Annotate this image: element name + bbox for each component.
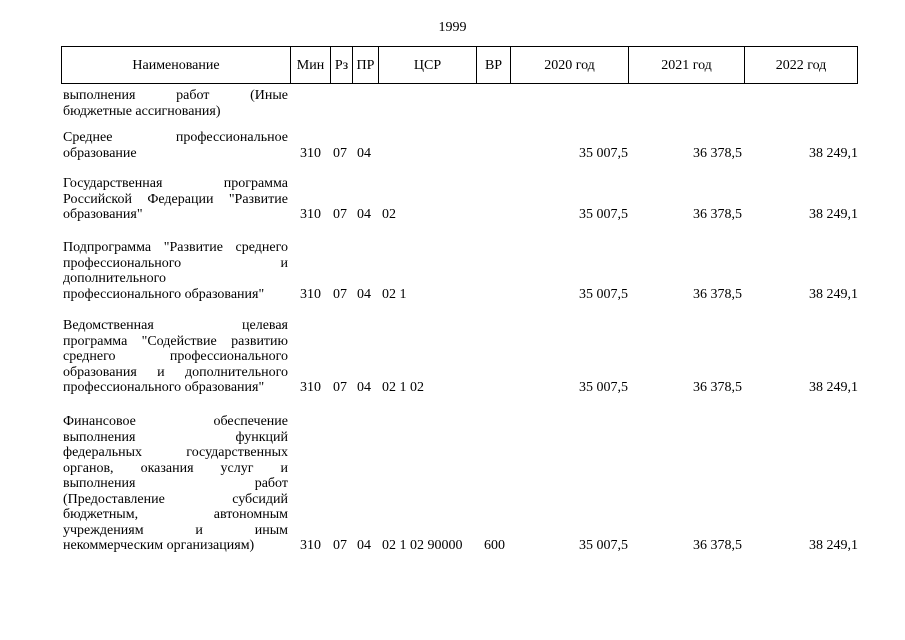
row-name-line: (Предоставление субсидий [63, 491, 288, 507]
cell-csr: 02 1 02 [382, 380, 424, 395]
cell-rz: 07 [333, 286, 347, 302]
row-name-line: образования" [63, 207, 143, 222]
header-2021: 2021 год [629, 47, 745, 83]
cell-pr: 04 [357, 380, 371, 395]
row-name-line: учреждениям и иным [63, 522, 288, 538]
row-name-line: Подпрограмма "Развитие среднего [63, 240, 288, 255]
header-min: Мин [291, 47, 331, 83]
cell-csr: 02 [382, 207, 396, 222]
cell-y2021: 36 378,5 [693, 207, 742, 222]
cell-min: 310 [300, 380, 321, 395]
cell-y2021: 36 378,5 [693, 286, 742, 302]
row-name-line: бюджетным, автономным [63, 507, 288, 522]
cell-pr: 04 [357, 207, 371, 222]
cell-csr: 02 1 [382, 286, 407, 302]
cell-pr: 04 [357, 145, 371, 161]
row-name-line: образование [63, 145, 137, 161]
row-name-line: органов, оказания услуг и [63, 460, 288, 476]
cell-pr: 04 [357, 286, 371, 302]
cell-y2021: 36 378,5 [693, 145, 742, 161]
cell-y2022: 38 249,1 [809, 145, 858, 161]
cell-y2022: 38 249,1 [809, 380, 858, 395]
row-name-line: Российской Федерации "Развитие [63, 191, 288, 207]
header-pr: ПР [353, 47, 379, 83]
row-name-line: Ведомственная целевая [63, 318, 288, 333]
cell-vr: 600 [484, 538, 505, 553]
cell-y2020: 35 007,5 [579, 207, 628, 222]
row-name-line: образования и дополнительного [63, 364, 288, 380]
cell-rz: 07 [333, 207, 347, 222]
cell-y2022: 38 249,1 [809, 538, 858, 553]
row-name-line: некоммерческим организациям) [63, 538, 255, 553]
continuation-line: бюджетные ассигнования) [63, 103, 221, 119]
row-name-line: выполнения работ [63, 476, 288, 491]
continuation-line: выполнения работ (Иные [63, 88, 288, 103]
row-name-line: федеральных государственных [63, 445, 288, 460]
row-name-line: выполнения функций [63, 429, 288, 445]
row-name-line: среднего профессионального [63, 349, 288, 364]
cell-min: 310 [300, 207, 321, 222]
cell-y2022: 38 249,1 [809, 207, 858, 222]
row-name-line: Государственная программа [63, 176, 288, 191]
cell-y2020: 35 007,5 [579, 380, 628, 395]
row-name-line: дополнительного [63, 271, 166, 286]
header-vr: ВР [477, 47, 511, 83]
cell-y2020: 35 007,5 [579, 538, 628, 553]
header-2022: 2022 год [775, 58, 827, 73]
cell-min: 310 [300, 145, 321, 161]
cell-rz: 07 [333, 538, 347, 553]
row-name-line: профессионального и [63, 255, 288, 271]
cell-y2020: 35 007,5 [579, 145, 628, 161]
row-name-line: Финансовое обеспечение [63, 414, 288, 429]
cell-y2022: 38 249,1 [809, 286, 858, 302]
page-number: 1999 [438, 20, 467, 35]
cell-min: 310 [300, 538, 321, 553]
header-name: Наименование [62, 47, 291, 83]
table-header [61, 46, 858, 84]
cell-rz: 07 [333, 145, 347, 161]
row-name-line: Среднее профессиональное [63, 130, 288, 145]
cell-rz: 07 [333, 380, 347, 395]
row-name-line: профессионального образования" [63, 286, 265, 302]
row-name-line: профессионального образования" [63, 380, 265, 395]
cell-pr: 04 [357, 538, 371, 553]
cell-y2021: 36 378,5 [693, 380, 742, 395]
row-name-line: программа "Содействие развитию [63, 333, 288, 349]
cell-csr: 02 1 02 90000 [382, 538, 463, 553]
header-rz: Рз [331, 47, 353, 83]
header-2020: 2020 год [511, 47, 629, 83]
header-csr: ЦСР [379, 47, 477, 83]
cell-y2021: 36 378,5 [693, 538, 742, 553]
cell-y2020: 35 007,5 [579, 286, 628, 302]
cell-min: 310 [300, 286, 321, 302]
